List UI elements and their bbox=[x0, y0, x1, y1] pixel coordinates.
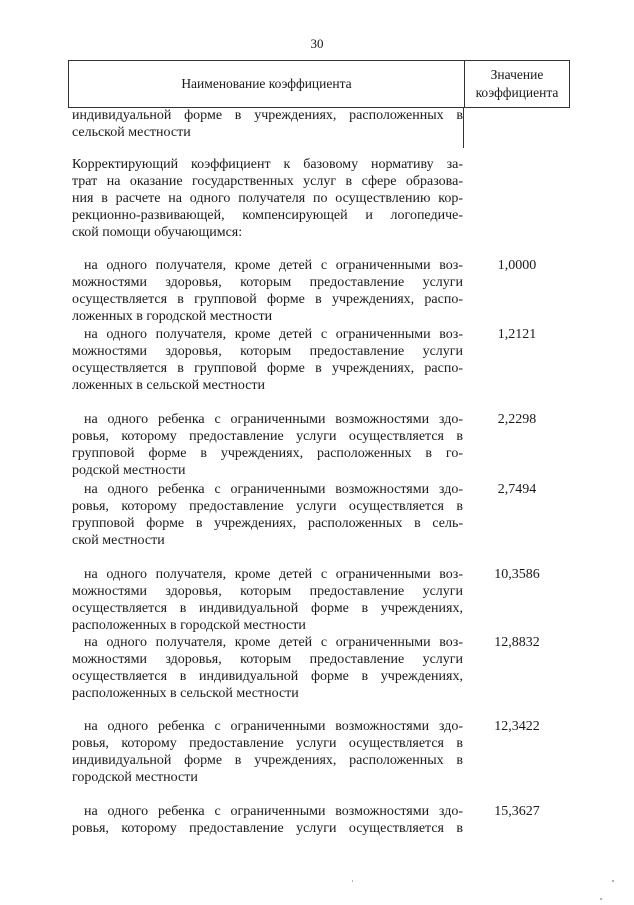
coefficient-value: 1,2121 bbox=[497, 327, 537, 342]
section-heading-line: рекционно-развивающей, компенсирующей и логопедиче- bbox=[72, 208, 463, 223]
row-line: ложенных в городской местности bbox=[72, 309, 273, 324]
section-heading-line: Корректирующий коэффициент к базовому нормативу за- bbox=[72, 157, 463, 172]
table-header bbox=[68, 60, 570, 108]
coefficient-value: 10,3586 bbox=[494, 567, 540, 582]
row-line: можностями здоровья, которым предоставление услуги bbox=[72, 584, 463, 599]
column-header-value bbox=[465, 61, 569, 107]
row-line: на одного получателя, кроме детей с ограниченными воз- bbox=[84, 635, 463, 650]
scan-speck bbox=[352, 880, 353, 882]
section-heading-line: ской помощи обучающимся: bbox=[72, 225, 243, 240]
row-line: ровья, которому предоставление услуги осуществляется в bbox=[72, 429, 463, 444]
column-header-value-line2: коэффициента bbox=[475, 85, 559, 100]
section-heading-line: ния в расчете на одного получателя по осуществлению кор- bbox=[72, 191, 463, 206]
row-line: осуществляется в индивидуальной форме в учреждениях, bbox=[72, 669, 463, 684]
row-line: осуществляется в групповой форме в учреждениях, распо- bbox=[72, 361, 463, 376]
coefficient-value: 2,7494 bbox=[497, 482, 537, 497]
row-line: расположенных в сельской местности bbox=[72, 686, 299, 701]
continued-row-line: сельской местности bbox=[72, 125, 191, 140]
coefficient-value: 15,3627 bbox=[494, 804, 540, 819]
row-line: на одного ребенка с ограниченными возможностями здо- bbox=[84, 719, 463, 734]
row-line: на одного ребенка с ограниченными возможностями здо- bbox=[84, 482, 463, 497]
coefficient-value: 2,2298 bbox=[497, 412, 537, 427]
row-line: родской местности bbox=[72, 463, 186, 478]
page-number: 30 bbox=[310, 36, 324, 51]
row-line: ложенных в сельской местности bbox=[72, 378, 266, 393]
continued-row-line: индивидуальной форме в учреждениях, расположенных в bbox=[72, 108, 463, 123]
column-header-value-line1: Значение bbox=[490, 67, 544, 82]
row-line: ровья, которому предоставление услуги осуществляется в bbox=[72, 821, 463, 836]
row-line: на одного ребенка с ограниченными возможностями здо- bbox=[84, 804, 463, 819]
section-heading-line: трат на оказание государственных услуг в сфере образова- bbox=[72, 174, 463, 189]
row-line: групповой форме в учреждениях, расположенных в го- bbox=[72, 446, 463, 461]
row-line: можностями здоровья, которым предоставление услуги bbox=[72, 344, 463, 359]
row-line: индивидуальной форме в учреждениях, расположенных в bbox=[72, 753, 463, 768]
row-line: можностями здоровья, которым предоставление услуги bbox=[72, 275, 463, 290]
row-line: ровья, которому предоставление услуги осуществляется в bbox=[72, 736, 463, 751]
scan-speck bbox=[612, 880, 614, 882]
row-line: на одного получателя, кроме детей с ограниченными воз- bbox=[84, 327, 463, 342]
coefficient-value: 12,3422 bbox=[494, 719, 540, 734]
column-divider bbox=[463, 108, 464, 148]
row-line: осуществляется в групповой форме в учреждениях, распо- bbox=[72, 292, 463, 307]
row-line: ской местности bbox=[72, 533, 165, 548]
row-line: ровья, которому предоставление услуги осуществляется в bbox=[72, 499, 463, 514]
column-header-name: Наименование коэффициента bbox=[69, 61, 465, 107]
row-line: осуществляется в индивидуальной форме в учреждениях, bbox=[72, 601, 463, 616]
row-line: на одного получателя, кроме детей с ограниченными воз- bbox=[84, 258, 463, 273]
coefficient-value: 1,0000 bbox=[497, 258, 537, 273]
row-line: расположенных в городской местности bbox=[72, 618, 306, 633]
coefficient-value: 12,8832 bbox=[494, 635, 540, 650]
scan-speck bbox=[600, 898, 602, 900]
row-line: городской местности bbox=[72, 770, 198, 785]
row-line: групповой форме в учреждениях, расположенных в сель- bbox=[72, 516, 463, 531]
row-line: на одного получателя, кроме детей с ограниченными воз- bbox=[84, 567, 463, 582]
row-line: на одного ребенка с ограниченными возможностями здо- bbox=[84, 412, 463, 427]
row-line: можностями здоровья, которым предоставление услуги bbox=[72, 652, 463, 667]
